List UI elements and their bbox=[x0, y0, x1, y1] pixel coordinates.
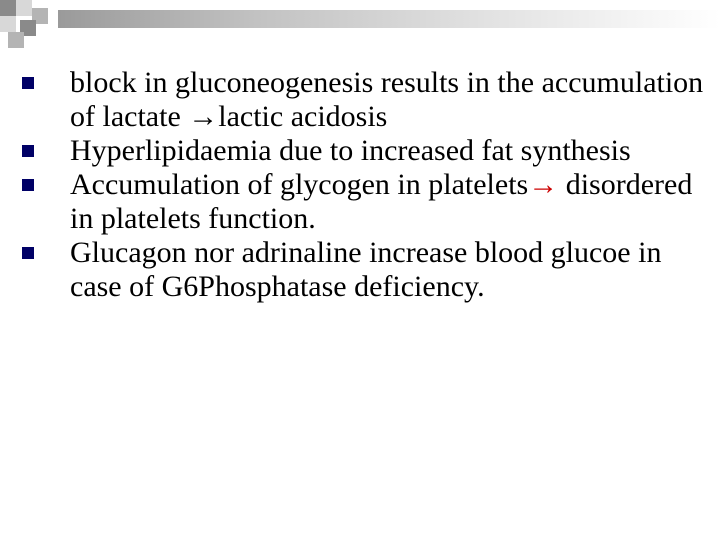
header-square bbox=[16, 0, 32, 16]
bullet-item bbox=[0, 66, 720, 134]
header-gradient-bar bbox=[58, 10, 720, 28]
square-bullet-icon bbox=[22, 247, 34, 259]
bullet-text: block in gluconeogenesis results in the accumulation of lactate →lactic acidosis bbox=[70, 66, 704, 133]
square-bullet-icon bbox=[22, 77, 34, 89]
bullet-item bbox=[0, 236, 720, 304]
red-arrow: → bbox=[528, 168, 559, 201]
header-square bbox=[0, 16, 16, 32]
bullet-text: Accumulation of glycogen in platelets bbox=[70, 168, 529, 201]
header-square bbox=[8, 32, 24, 48]
bullet-text: disordered in platelets function. bbox=[70, 168, 693, 235]
bullet-item bbox=[0, 168, 720, 236]
square-bullet-icon bbox=[22, 145, 34, 157]
bullet-text: Glucagon nor adrinaline increase blood glucoe in case of G6Phosphatase deficiency. bbox=[70, 236, 662, 303]
bullet-item bbox=[0, 134, 720, 168]
slide-header-decoration bbox=[0, 0, 720, 44]
slide-body bbox=[0, 66, 720, 304]
bullet-text: Hyperlipidaemia due to increased fat synthesis bbox=[70, 134, 631, 167]
header-square bbox=[0, 0, 16, 16]
square-bullet-icon bbox=[22, 179, 34, 191]
